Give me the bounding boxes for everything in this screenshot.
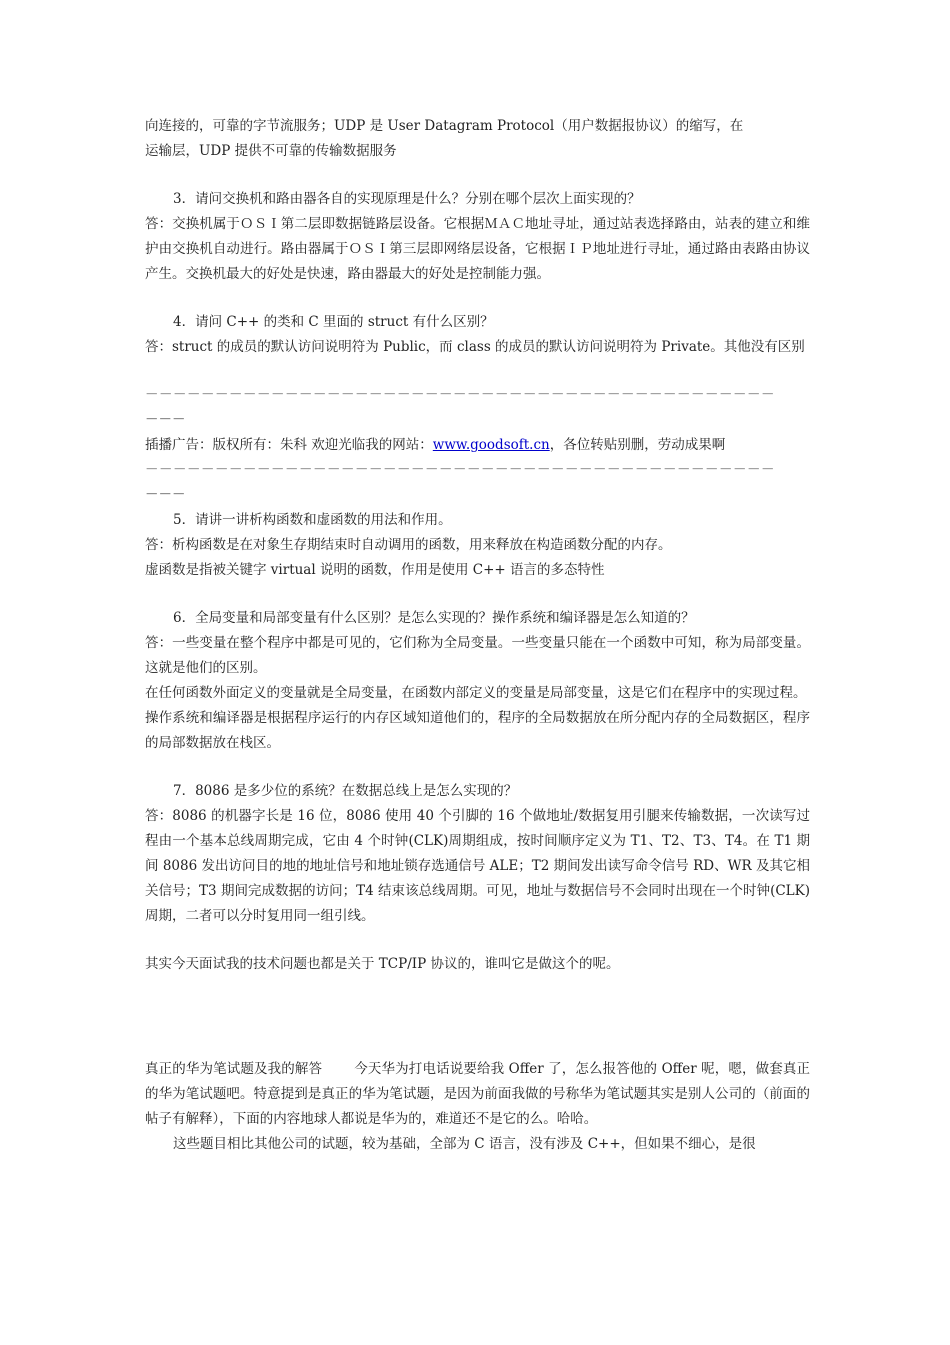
- q3-question: 3．请问交换机和路由器各自的实现原理是什么？分别在哪个层次上面实现的？: [173, 191, 641, 207]
- q5-answer-1: 答：析构函数是在对象生存期结束时自动调用的函数，用来释放在构造函数分配的内存。: [145, 537, 672, 553]
- huawei-line-2: 这些题目相比其他公司的试题，较为基础，全部为 C 语言，没有涉及 C++，但如果不细心，是很: [173, 1136, 756, 1152]
- q5-question: 5．请讲一讲析构函数和虚函数的用法和作用。: [173, 512, 452, 528]
- q7-question: 7．8086 是多少位的系统？在数据总线上是怎么实现的？: [173, 783, 518, 799]
- website-link[interactable]: www.goodsoft.cn: [432, 437, 550, 453]
- divider-top: －－－－－－－－－－－－－－－－－－－－－－－－－－－－－－－－－－－－－－－－－－－－－: [145, 387, 775, 403]
- q4-question: 4．请问 C++ 的类和 C 里面的 struct 有什么区别？: [173, 314, 494, 330]
- divider-top-tail: －－－: [145, 412, 186, 428]
- q3-answer: 答：交换机属于ＯＳＩ第二层即数据链路层设备。它根据ＭＡＣ地址寻址，通过站表选择路由，站表的建立和维护由交换机自动进行。路由器属于ＯＳＩ第三层即网络层设备，它根据ＩＰ地址进行寻址，通过路由表路由协议产生。交换机最大的好处是快速，路由器最大的好处是控制能力强。: [145, 216, 810, 282]
- intro-line-2: 运输层，UDP 提供不可靠的传输数据服务: [145, 143, 397, 159]
- ad-banner: [145, 433, 810, 458]
- q6-answer-1: 答：一些变量在整个程序中都是可见的，它们称为全局变量。一些变量只能在一个函数中可知，称为局部变量。这就是他们的区别。: [145, 635, 810, 676]
- q6-answer-3: 操作系统和编译器是根据程序运行的内存区域知道他们的，程序的全局数据放在所分配内存的全局数据区，程序的局部数据放在栈区。: [145, 710, 810, 751]
- q4-answer: 答：struct 的成员的默认访问说明符为 Public，而 class 的成员的默认访问说明符为 Private。其他没有区别: [145, 339, 805, 355]
- divider-bottom: －－－－－－－－－－－－－－－－－－－－－－－－－－－－－－－－－－－－－－－－－－－－－: [145, 462, 775, 478]
- q7-answer: 答：8086 的机器字长是 16 位，8086 使用 40 个引脚的 16 个做地址/数据复用引腿来传输数据，一次读写过程由一个基本总线周期完成，它由 4 个时钟(CLK)周期组成，按时间顺序定义为 T1、T2、T3、T4。在 T1 期间 8086 发出访问目的地的地址信号和地址锁存选通信号 ALE；T2 期间发出读写命令信号 RD、WR 及其它相关信号；T3 期间完成数据的访问；T4 结束该总线周期。可见，地址与数据信号不会同时出现在一个时钟(CLK)周期，二者可以分时复用同一组引线。: [145, 808, 810, 924]
- closing-remark: 其实今天面试我的技术问题也都是关于 TCP/IP 协议的，谁叫它是做这个的呢。: [145, 956, 620, 972]
- q6-question: 6．全局变量和局部变量有什么区别？是怎么实现的？操作系统和编译器是怎么知道的？: [173, 610, 695, 626]
- intro-line-1: 向连接的，可靠的字节流服务；UDP 是 User Datagram Protocol（用户数据报协议）的缩写，在: [145, 118, 744, 134]
- ad-prefix: 插播广告：版权所有：朱科 欢迎光临我的网站：: [145, 437, 433, 453]
- divider-bottom-tail: －－－: [145, 487, 186, 503]
- q5-answer-2: 虚函数是指被关键字 virtual 说明的函数，作用是使用 C++ 语言的多态特性: [145, 562, 605, 578]
- huawei-title: 真正的华为笔试题及我的解答: [145, 1061, 323, 1077]
- ad-suffix: ，各位转贴别删，劳动成果啊: [549, 437, 726, 453]
- document-page: [145, 114, 810, 1157]
- q6-answer-2: 在任何函数外面定义的变量就是全局变量，在函数内部定义的变量是局部变量，这是它们在程序中的实现过程。: [145, 685, 807, 701]
- huawei-intro: 今天华为打电话说要给我 Offer 了，怎么报答他的 Offer 呢，嗯，做套真正的华为笔试题吧。特意提到是真正的华为笔试题，是因为前面我做的号称华为笔试题其实是别人公司的（前面的帖子有解释），下面的内容地球人都说是华为的，难道还不是它的么。哈哈。: [145, 1061, 811, 1127]
- huawei-section: [145, 1057, 810, 1132]
